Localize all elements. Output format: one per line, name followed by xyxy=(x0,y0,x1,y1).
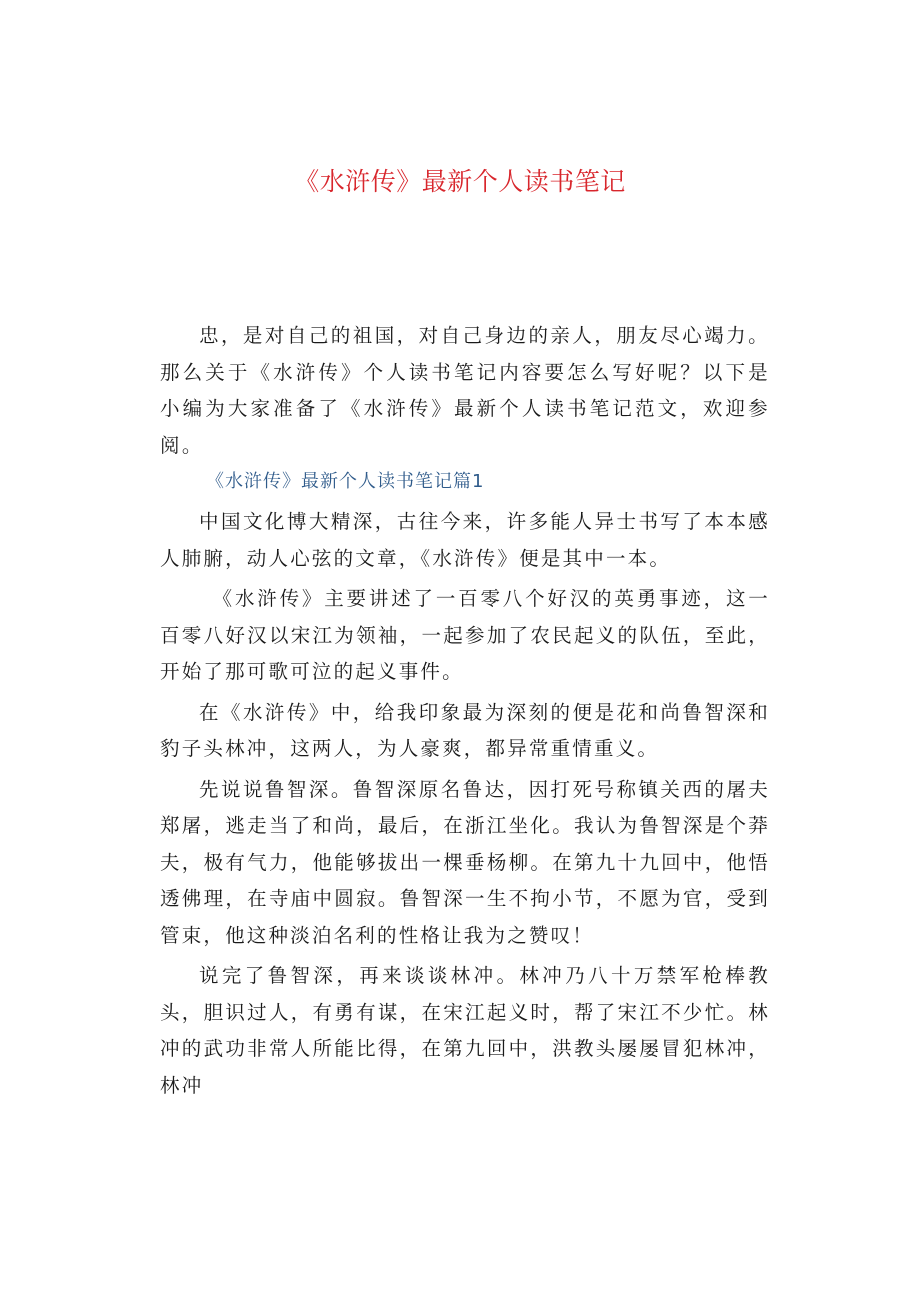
body-paragraph: 中国文化博大精深，古往今来，许多能人异士书写了本本感人肺腑，动人心弦的文章，《水浒传》便是其中一本。 xyxy=(160,510,770,570)
body-paragraph: 在《水浒传》中，给我印象最为深刻的便是花和尚鲁智深和豹子头林冲，这两人，为人豪爽，都异常重情重义。 xyxy=(160,700,770,760)
section-heading: 《水浒传》最新个人读书笔记篇1 xyxy=(206,471,485,492)
body-paragraph: 说完了鲁智深，再来谈谈林冲。林冲乃八十万禁军枪棒教头，胆识过人，有勇有谋，在宋江起义时，帮了宋江不少忙。林冲的武功非常人所能比得，在第九回中，洪教头屡屡冒犯林冲，林冲 xyxy=(160,964,770,1097)
body-paragraph: 先说说鲁智深。鲁智深原名鲁达，因打死号称镇关西的屠夫郑屠，逃走当了和尚，最后，在浙江坐化。我认为鲁智深是个莽夫，极有气力，他能够拔出一棵垂杨柳。在第九十九回中，他悟透佛理，在寺庙中圆寂。鲁智深一生不拘小节，不愿为官，受到管束，他这种淡泊名利的性格让我为之赞叹！ xyxy=(160,777,770,947)
body-paragraph: 《水浒传》主要讲述了一百零八个好汉的英勇事迹，这一百零八好汉以宋江为领袖，一起参加了农民起义的队伍，至此，开始了那可歌可泣的起义事件。 xyxy=(160,587,770,683)
intro-paragraph: 忠，是对自己的祖国，对自己身边的亲人，朋友尽心竭力。那么关于《水浒传》个人读书笔记内容要怎么写好呢？以下是小编为大家准备了《水浒传》最新个人读书笔记范文，欢迎参阅。 xyxy=(160,324,770,457)
document-title: 《水浒传》最新个人读书笔记 xyxy=(294,167,626,196)
document-body xyxy=(160,318,770,1104)
